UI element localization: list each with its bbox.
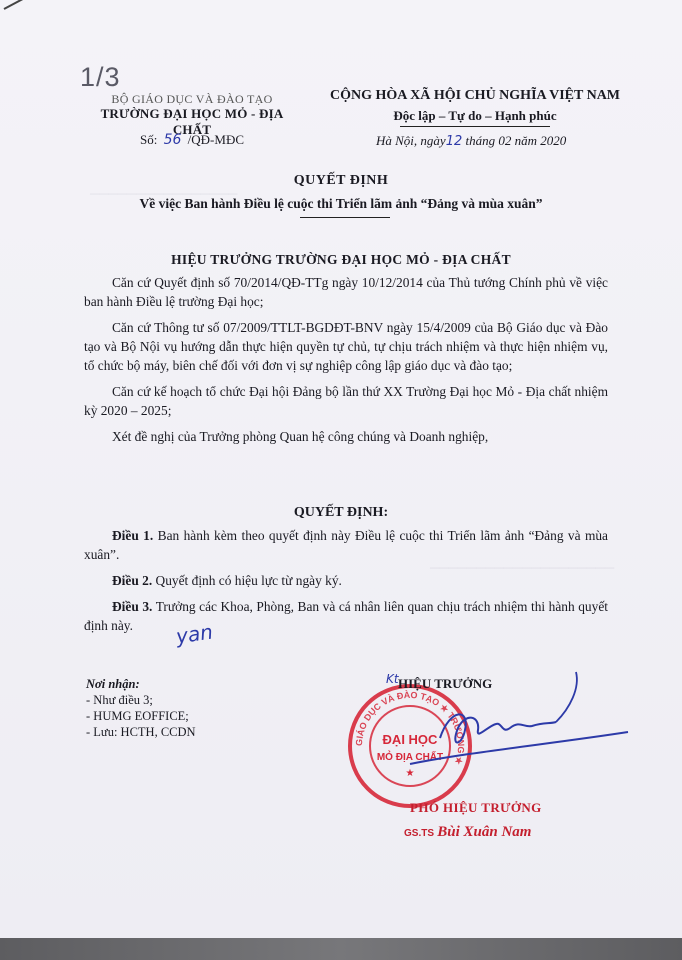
- recipients-heading: Nơi nhận:: [86, 677, 140, 691]
- signatory-title: HIỆU TRƯỞNG: [398, 676, 493, 691]
- number-label: Số:: [140, 132, 158, 147]
- article: [84, 597, 608, 635]
- article-label: Điều 2.: [112, 573, 153, 588]
- recipient-item: - Như điều 3;: [86, 693, 153, 707]
- date-day-handwritten: 12: [445, 134, 463, 149]
- document-title: QUYẾT ĐỊNH: [293, 173, 389, 188]
- deputy-title: PHÓ HIỆU TRƯỞNG: [410, 800, 542, 815]
- article-text: Ban hành kèm theo quyết định này Điều lệ cuộc thi Triển lãm ảnh “Đảng và mùa xuân”.: [84, 528, 608, 562]
- recipient-item: - HUMG EOFFICE;: [86, 709, 189, 723]
- svg-text:GIÁO DỤC VÀ ĐÀO TẠO ★ TRƯỜNG ★: GIÁO DỤC VÀ ĐÀO TẠO ★ TRƯỜNG ★: [353, 689, 467, 766]
- republic-name: CỘNG HÒA XÃ HỘI CHỦ NGHĨA VIỆT NAM: [330, 88, 621, 103]
- article: [84, 571, 608, 590]
- page-marker: 1/3: [80, 62, 121, 92]
- decision-number: [140, 132, 244, 148]
- basis-paragraph: Căn cứ kế hoạch tổ chức Đại hội Đảng bộ lần thứ XX Trường Đại học Mỏ - Địa chất nhiệm kỳ 2020 – 2025;: [84, 384, 608, 418]
- handwritten-initial: yan: [174, 619, 215, 649]
- article-text: Trưởng các Khoa, Phòng, Ban và cá nhân liên quan chịu trách nhiệm thi hành quyết định này.: [84, 599, 608, 633]
- background-strip: [0, 938, 682, 960]
- recipients-block: [86, 676, 196, 740]
- signature-prefix-handwritten: Kt.: [386, 672, 403, 686]
- article-label: Điều 1.: [112, 528, 154, 543]
- decide-heading: QUYẾT ĐỊNH:: [293, 505, 389, 520]
- issuing-authority: HIỆU TRƯỞNG TRƯỜNG ĐẠI HỌC MỎ - ĐỊA CHẤT: [171, 252, 511, 267]
- university-name: TRƯỜNG ĐẠI HỌC MỎ - ĐỊA CHẤT: [100, 106, 284, 137]
- place-date: [376, 133, 566, 149]
- number-suffix: /QĐ-MĐC: [187, 132, 245, 147]
- svg-text:★: ★: [405, 768, 415, 779]
- article: [84, 526, 608, 564]
- basis-paragraph: Căn cứ Thông tư số 07/2009/TTLT-BGDĐT-BNV ngày 15/4/2009 của Bộ Giáo dục và Đào tạo và Bộ Nội vụ hướng dẫn thực hiện quyền tự chủ, tự chịu trách nhiệm và thực hiện nhiệm vụ, tổ chức bộ máy, biên chế đối với đơn vị sự nghiệp công lập giáo dục và đào tạo;: [84, 320, 608, 373]
- subject-underline: [300, 217, 390, 218]
- show-through-text: ────────────────: [90, 186, 238, 201]
- document-subject: Về việc Ban hành Điều lệ cuộc thi Triển lãm ảnh “Đảng và mùa xuân”: [139, 196, 543, 211]
- date-suffix: tháng 02 năm 2020: [465, 133, 567, 148]
- date-prefix: Hà Nội, ngày: [376, 133, 446, 148]
- svg-text:ĐẠI HỌC: ĐẠI HỌC: [382, 732, 438, 747]
- basis-paragraph: Xét đề nghị của Trưởng phòng Quan hệ công chúng và Doanh nghiệp,: [112, 429, 489, 444]
- signer-degree: GS.TS: [404, 828, 435, 839]
- article-label: Điều 3.: [112, 599, 153, 614]
- basis-paragraph: Căn cứ Quyết định số 70/2014/QĐ-TTg ngày 10/12/2014 của Thủ tướng Chính phủ về việc ban hành Điều lệ trường Đại học;: [84, 275, 608, 309]
- signer-name: [404, 824, 531, 841]
- legal-bases: [84, 273, 608, 453]
- national-motto: Độc lập – Tự do – Hạnh phúc: [393, 108, 557, 123]
- signer-fullname: Bùi Xuân Nam: [437, 824, 532, 840]
- svg-text:MỎ ĐỊA CHẤT: MỎ ĐỊA CHẤT: [376, 752, 444, 763]
- articles: [84, 526, 608, 642]
- number-handwritten: 56: [163, 132, 182, 148]
- recipient-item: - Lưu: HCTH, CCDN: [86, 725, 196, 739]
- corner-mark: [4, 0, 37, 10]
- article-text: Quyết định có hiệu lực từ ngày ký.: [155, 573, 342, 588]
- motto-underline: [400, 126, 550, 127]
- ministry-name: BỘ GIÁO DỤC VÀ ĐÀO TẠO: [111, 92, 273, 106]
- show-through-text: ────────────────────: [430, 560, 615, 575]
